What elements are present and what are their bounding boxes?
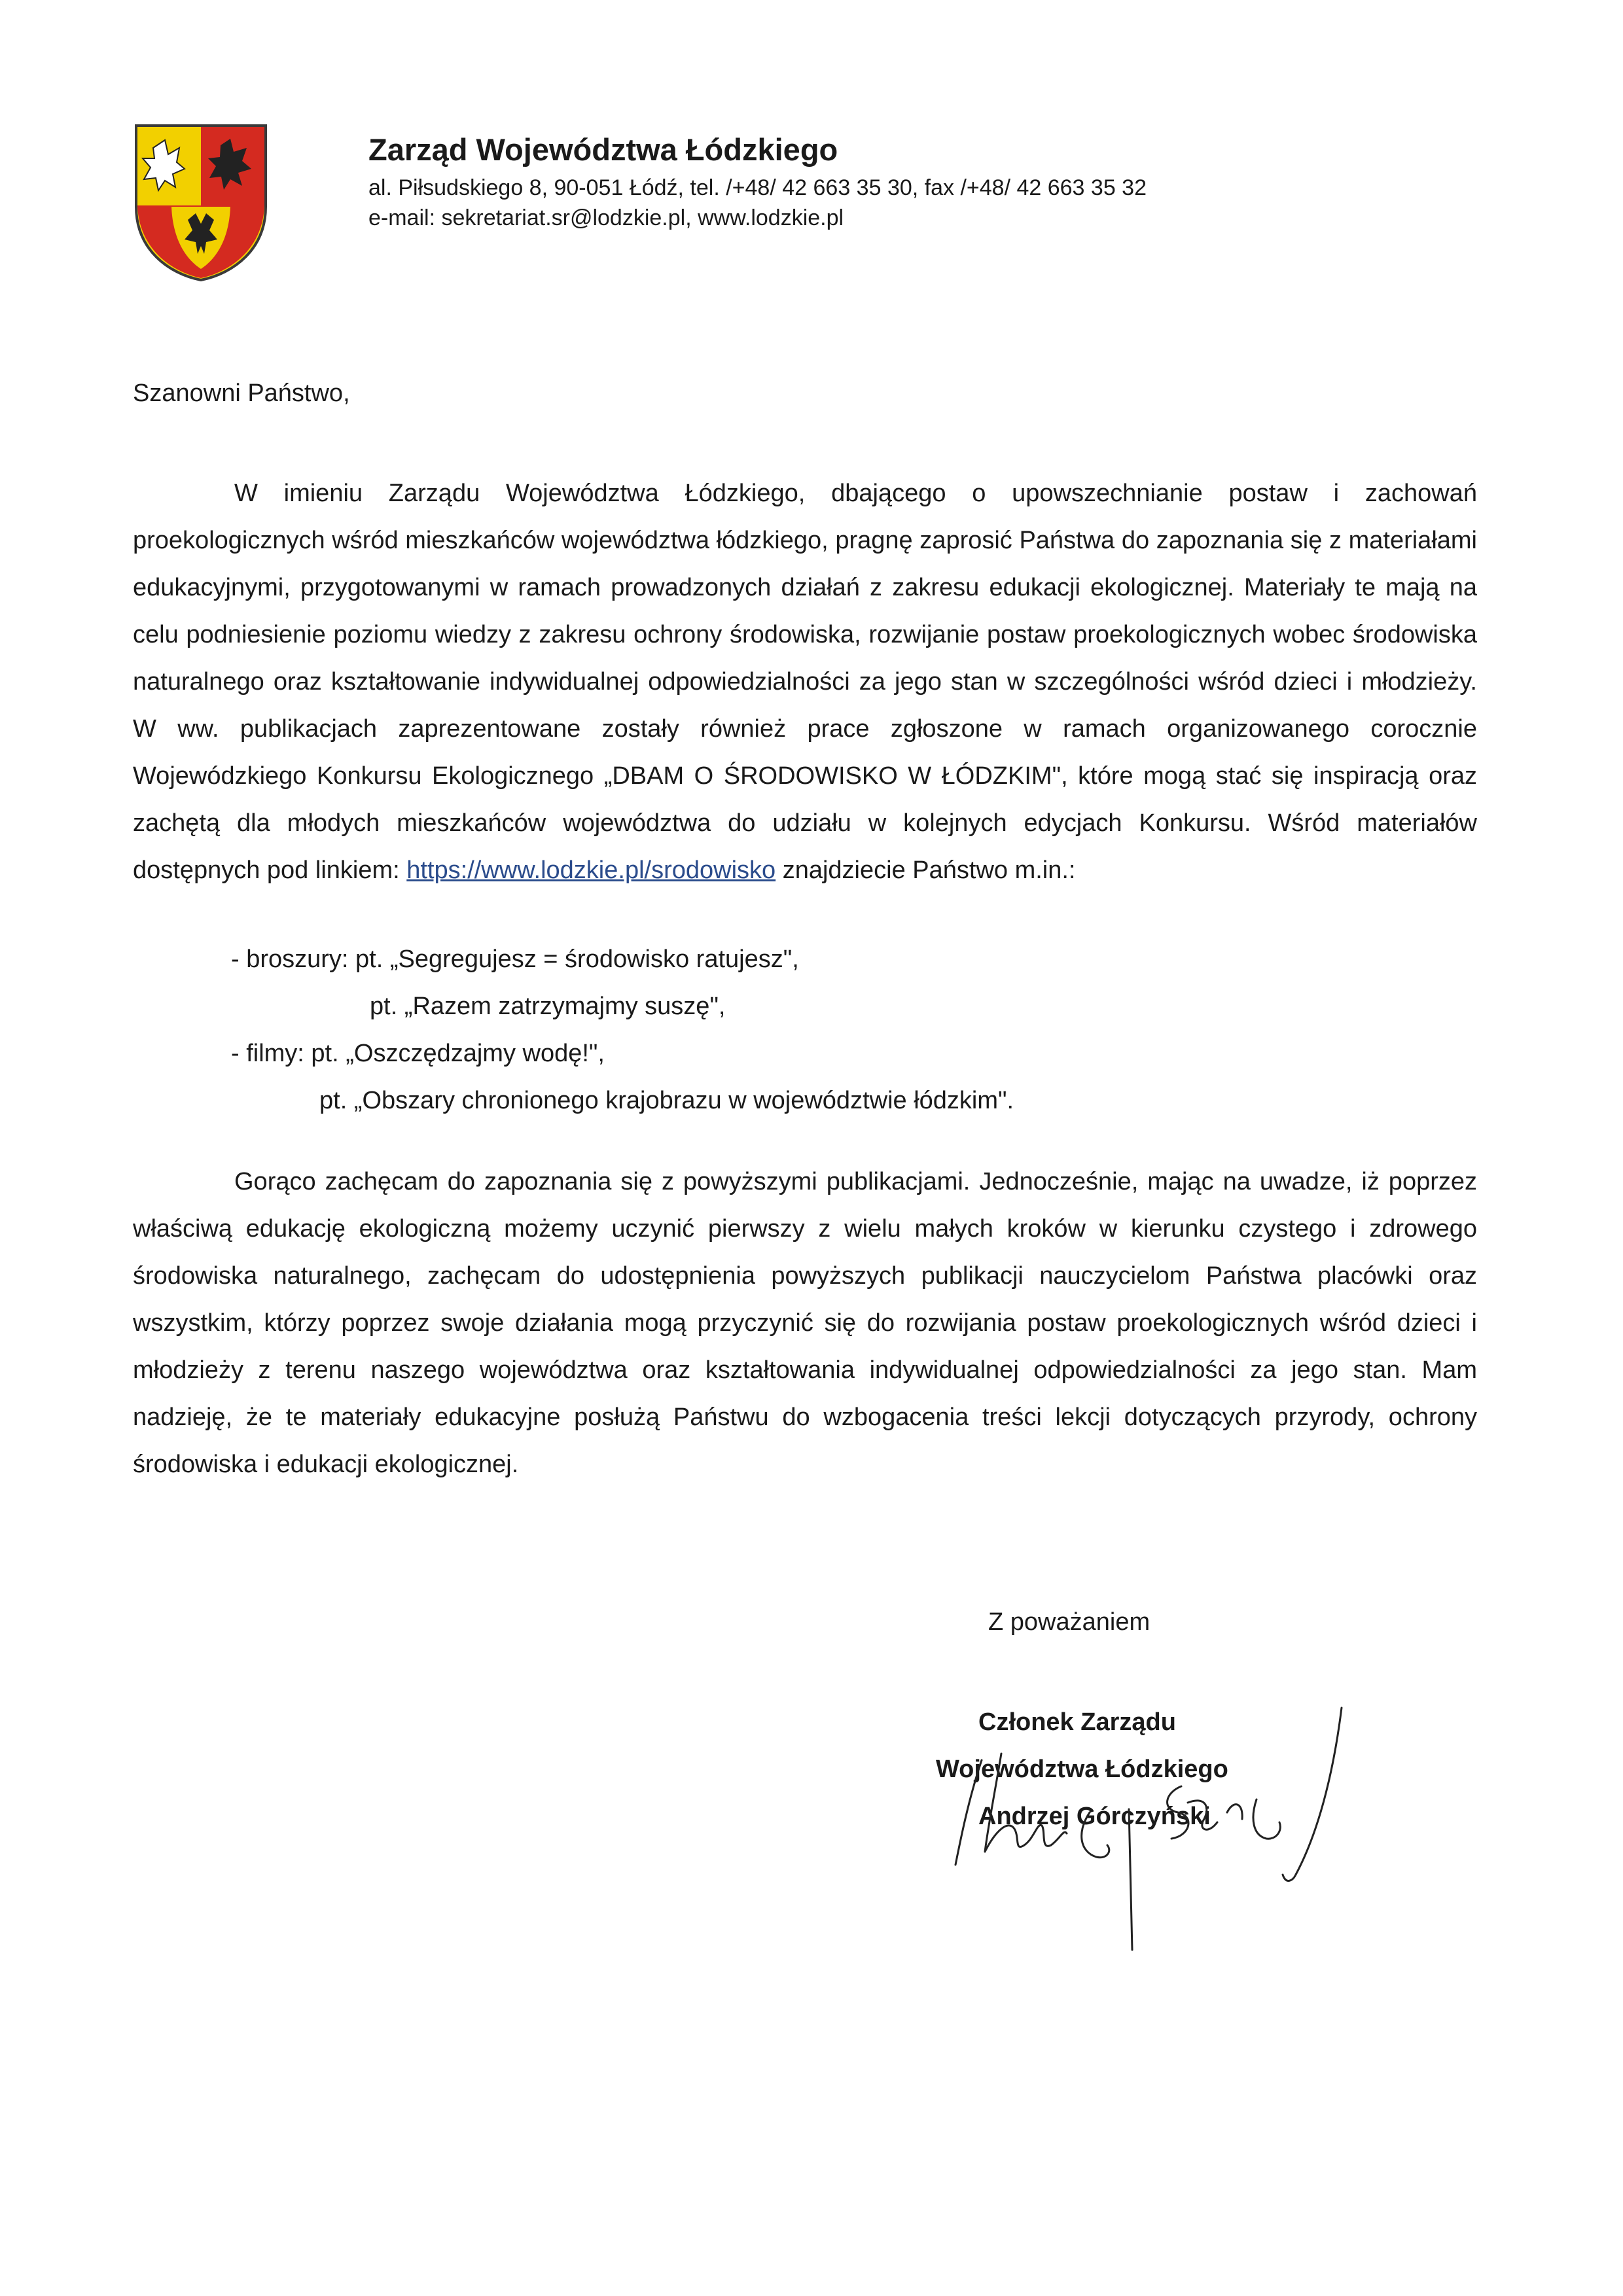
paragraph-2 [133,1158,1477,1488]
list-item: pt. „Obszary chronionego krajobrazu w województwie łódzkim". [319,1087,1014,1114]
materials-list [133,936,1014,1124]
signatory-name: Andrzej Górczyński [978,1803,1211,1830]
paragraph-2-text: Gorąco zachęcam do zapoznania się z powyższymi publikacjami. Jednocześnie, mając na uwadze, iż poprzez właściwą edukację ekologiczną możemy uczynić pierwszy z wielu małych kroków w kierunku czystego i zdrowego środowiska naturalnego, zachęcam do udostępnienia powyższych publikacji nauczycielom Państwa placówki oraz wszystkim, którzy poprzez swoje działania mogą przyczynić się do rozwijania postaw proekologicznych wśród dzieci i młodzieży z terenu naszego województwa oraz kształtowania indywidualnej odpowiedzialności za jego stan. Mam nadzieję, że te materiały edukacyjne posłużą Państwu do wzbogacenia treści lekcji dotyczących przyrody, ochrony środowiska i edukacji ekologicznej. [133,1168,1477,1478]
signatory-title-line-2: Województwa Łódzkiego [936,1756,1228,1783]
paragraph-1-tail: znajdziecie Państwo m.in.: [776,857,1076,884]
signatory-title-line-1: Członek Zarządu [978,1708,1176,1736]
coat-of-arms-icon [132,122,270,283]
address-line: al. Piłsudskiego 8, 90-051 Łódź, tel. /+48/ 42 663 35 30, fax /+48/ 42 663 35 32 [368,175,1147,201]
organization-name: Zarząd Województwa Łódzkiego [368,132,838,167]
signature-block [936,1699,1228,1840]
list-item: - filmy: pt. „Oszczędzajmy wodę!", [231,1040,605,1067]
closing: Z poważaniem [988,1608,1150,1636]
list-item: pt. „Razem zatrzymajmy suszę", [370,993,726,1020]
email-line: e-mail: sekretariat.sr@lodzkie.pl, www.lodzkie.pl [368,205,844,231]
list-item: - broszury: pt. „Segregujesz = środowisko ratujesz", [231,945,799,973]
salutation: Szanowni Państwo, [133,380,350,407]
letterhead [368,132,1147,233]
paragraph-1 [133,470,1477,894]
materials-link[interactable]: https://www.lodzkie.pl/srodowisko [406,857,776,884]
paragraph-1-text: W imieniu Zarządu Województwa Łódzkiego, dbającego o upowszechnianie postaw i zachowań proekologicznych wśród mieszkańców województwa łódzkiego, pragnę zaprosić Państwa do zapoznania się z materiałami edukacyjnymi, przygotowanymi w ramach prowadzonych działań z zakresu edukacji ekologicznej. Materiały te mają na celu podniesienie poziomu wiedzy z zakresu ochrony środowiska, rozwijanie postaw proekologicznych wobec środowiska naturalnego oraz kształtowanie indywidualnej odpowiedzialności za jego stan w szczególności wśród dzieci i młodzieży. W ww. publikacjach zaprezentowane zostały również prace zgłoszone w ramach organizowanego corocznie Wojewódzkiego Konkursu Ekologicznego „DBAM O ŚRODOWISKO W ŁÓDZKIM", które mogą stać się inspiracją oraz zachętą dla młodych mieszkańców województwa do udziału w kolejnych edycjach Konkursu. Wśród materiałów dostępnych pod linkiem: [133,480,1477,884]
